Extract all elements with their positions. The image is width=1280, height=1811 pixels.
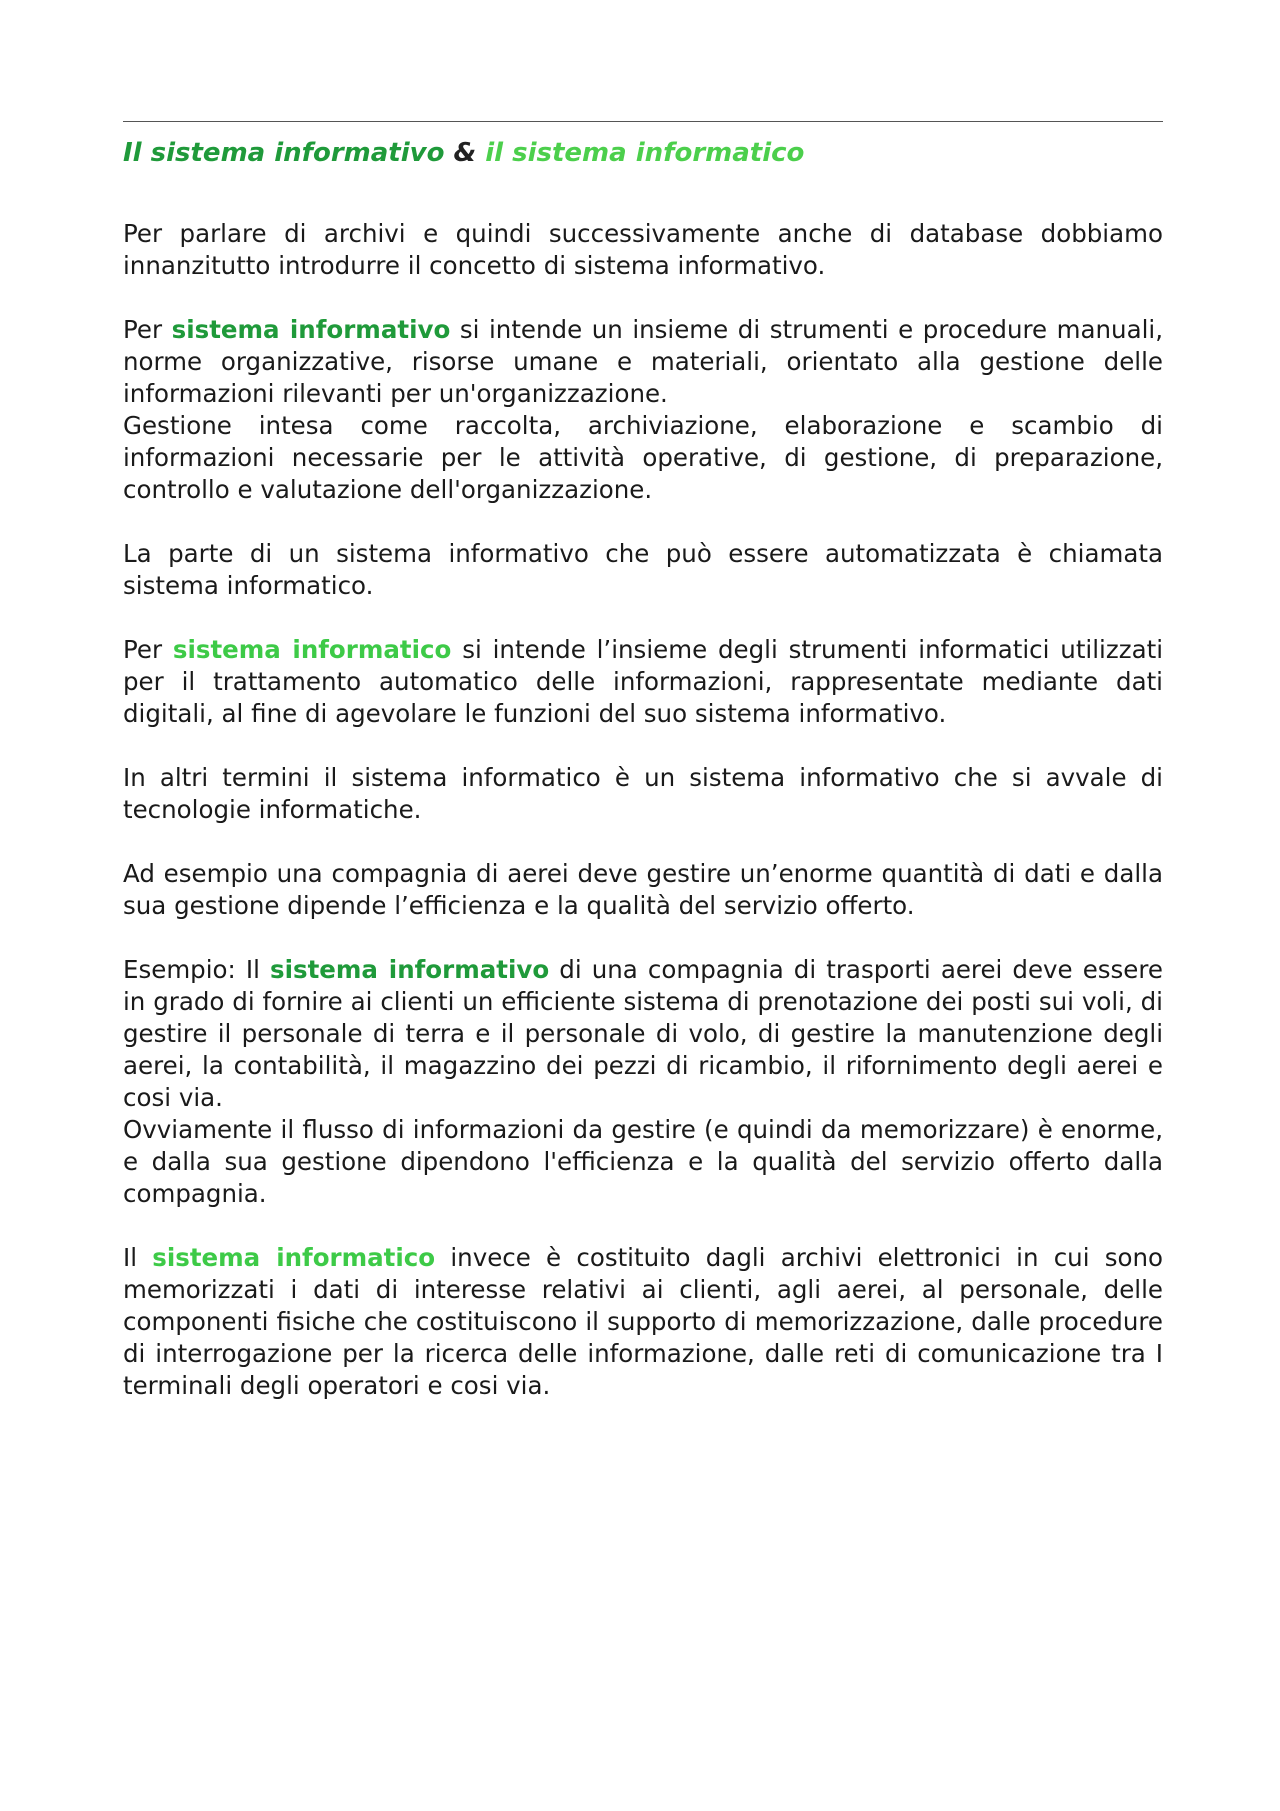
paragraph-altri-termini: In altri termini il sistema informatico è un sistema informativo che si avvale di tecnologie informatiche.: [123, 763, 1163, 824]
document-page: [123, 121, 1163, 1402]
paragraph-definition-informatico: [123, 634, 1163, 730]
paragraph-text: di una compagnia di trasporti aerei deve essere in grado di fornire ai clienti un efficiente sistema di prenotazione dei posti sui voli, di gestire il personale di terra e il personale di volo, di gestire la manutenzione degli aerei, la contabilità, il magazzino dei pezzi di ricambio, il rifornimento degli aerei e cosi via.: [123, 955, 1163, 1112]
paragraph-text: Per: [123, 315, 172, 344]
keyword-sistema-informatico: sistema informatico: [152, 1243, 436, 1272]
paragraph-esempio-informativo: [123, 954, 1163, 1114]
title-part-informatico: il sistema informatico: [485, 138, 805, 168]
paragraph-automatizzata: La parte di un sistema informativo che può essere automatizzata è chiamata sistema informatico.: [123, 539, 1163, 600]
paragraph-esempio-informatico: [123, 1242, 1163, 1402]
title-ampersand: &: [444, 138, 486, 168]
paragraph-esempio-compagnia: Ad esempio una compagnia di aerei deve gestire un’enorme quantità di dati e dalla sua gestione dipende l’efficienza e la qualità del servizio offerto.: [123, 859, 1163, 920]
header-rule: [123, 121, 1163, 122]
title-part-informativo: Il sistema informativo: [123, 138, 445, 168]
paragraph-gestione: Gestione intesa come raccolta, archiviazione, elaborazione e scambio di informazioni necessarie per le attività operative, di gestione, di preparazione, controllo e valutazione dell'organizzazione.: [123, 411, 1163, 504]
paragraph-text: Il: [123, 1243, 153, 1272]
page-title: [123, 136, 1163, 170]
paragraph-text: invece è costituito dagli archivi elettronici in cui sono memorizzati i dati di interesse relativi ai clienti, agli aerei, al personale, delle componenti fisiche che costituiscono il supporto di memorizzazione, dalle procedure di interrogazione per la ricerca delle informazione, dalle reti di comunicazione tra I terminali degli operatori e cosi via.: [123, 1243, 1164, 1400]
keyword-sistema-informativo: sistema informativo: [171, 315, 451, 344]
keyword-sistema-informatico: sistema informatico: [172, 635, 452, 664]
keyword-sistema-informativo: sistema informativo: [270, 955, 550, 984]
paragraph-text: Esempio: Il: [123, 955, 271, 984]
paragraph-text: si intende un insieme di strumenti e procedure manuali, norme organizzative, risorse umane e materiali, orientato alla gestione delle informazioni rilevanti per un'organizzazione.: [123, 315, 1164, 408]
paragraph-text: Per: [123, 635, 173, 664]
paragraph-intro: Per parlare di archivi e quindi successivamente anche di database dobbiamo innanzitutto introdurre il concetto di sistema informativo.: [123, 219, 1163, 280]
paragraph-text: si intende l’insieme degli strumenti informatici utilizzati per il trattamento automatico delle informazioni, rappresentate mediante dati digitali, al fine di agevolare le funzioni del suo sistema informativo.: [123, 635, 1163, 728]
paragraph-definition-informativo: [123, 314, 1163, 410]
paragraph-flusso: Ovviamente il flusso di informazioni da gestire (e quindi da memorizzare) è enorme, e dalla sua gestione dipendono l'efficienza e la qualità del servizio offerto dalla compagnia.: [123, 1115, 1163, 1208]
